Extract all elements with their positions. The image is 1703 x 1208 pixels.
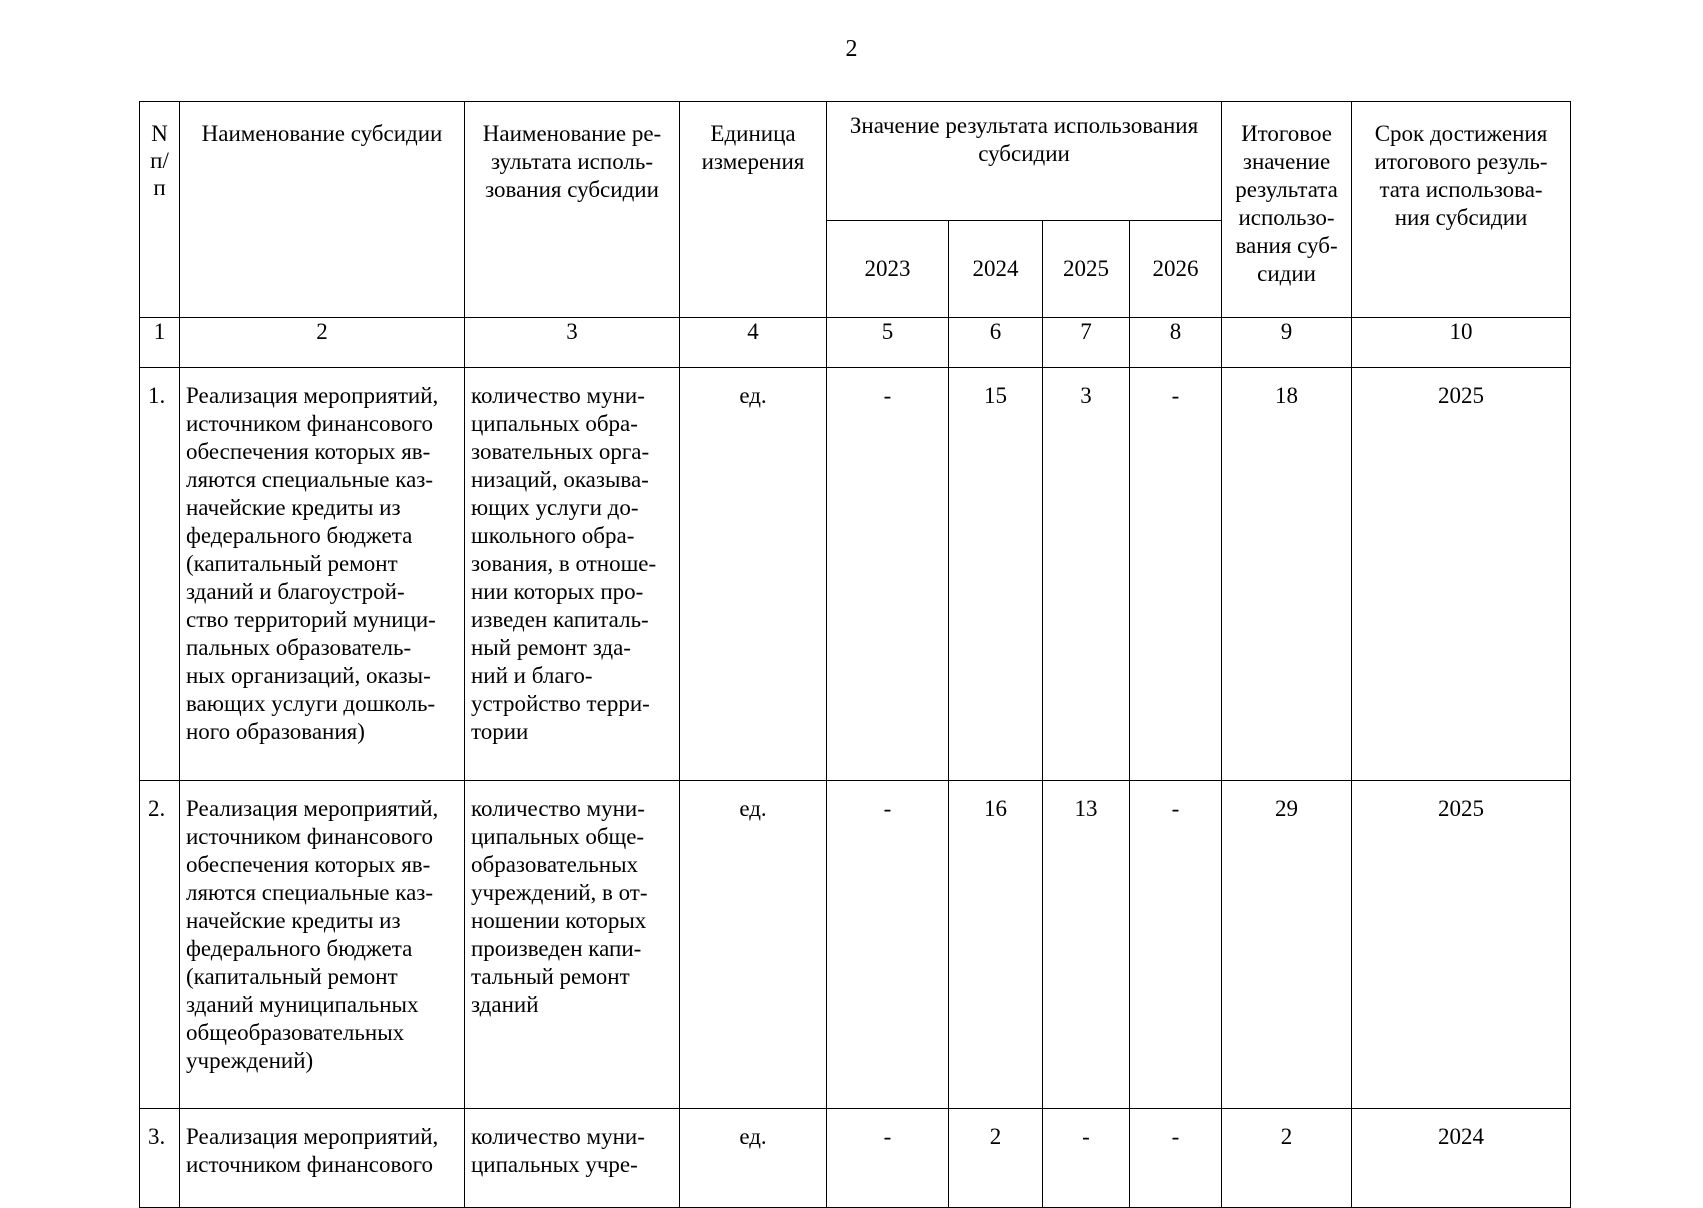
column-number: 7 [1043,318,1130,368]
column-number: 1 [140,318,180,368]
column-number: 3 [465,318,680,368]
value-2025: 13 [1043,781,1130,1109]
column-number: 2 [180,318,465,368]
column-number: 5 [827,318,949,368]
header-result-name: Наименование ре- зультата исполь- зования субсидии [465,102,680,318]
header-year-2024: 2024 [949,221,1043,318]
result-name-cell [465,781,680,1109]
result-name: количество муни- ципальных обще- образовательных учреждений, в от- ношении которых произведен капи- тальный ремонт зданий [471,796,648,1017]
header-year-2026: 2026 [1130,221,1222,318]
unit-cell: ед. [680,368,827,781]
header-row [140,102,1571,221]
table-row [140,781,1571,1109]
value-2024: 15 [949,368,1043,781]
header-values-group: Значение результата использования субсидии [827,102,1222,221]
value-2023: - [827,781,949,1109]
result-name: количество муни- ципальных обра- зовательных орга- низаций, оказыва- ющих услуги до- школьного обра- зования, в отноше- нии которых про- изведен капиталь- ный ремонт зда- ний и благо- устройство терри- тории [471,383,657,744]
unit-cell: ед. [680,781,827,1109]
unit-cell: ед. [680,1109,827,1208]
result-name-cell [465,368,680,781]
total-value: 2 [1222,1109,1352,1208]
value-2025: 3 [1043,368,1130,781]
subsidy-name-cell [180,781,465,1109]
value-2023: - [827,1109,949,1208]
header-year-2025: 2025 [1043,221,1130,318]
header-subsidy-name: Наименование субсидии [180,102,465,318]
page-number: 2 [845,36,858,62]
value-2024: 16 [949,781,1043,1109]
value-2024: 2 [949,1109,1043,1208]
result-name-cell [465,1109,680,1208]
row-number: 1. [140,368,180,781]
subsidy-name: Реализация мероприятий, источником финансового [186,1124,439,1177]
table-row [140,1109,1571,1208]
subsidy-name-cell [180,1109,465,1208]
row-number: 3. [140,1109,180,1208]
value-2025: - [1043,1109,1130,1208]
table-row [140,368,1571,781]
value-2026: - [1130,368,1222,781]
header-n: N п/ п [140,102,180,318]
header-deadline: Срок достижения итогового резуль- тата использова- ния субсидии [1352,102,1571,318]
value-2026: - [1130,781,1222,1109]
total-value: 18 [1222,368,1352,781]
subsidy-results-table [139,101,1571,1208]
deadline-value: 2024 [1352,1109,1571,1208]
subsidy-name: Реализация мероприятий, источником финансового обеспечения которых яв- ляются специальные каз- начейские кредиты из федерального бюджета (капитальный ремонт зданий и благоустрой- ство территорий муници- пальных образователь- ных организаций, оказы- вающих услуги дошколь- ного образования) [186,383,439,744]
column-numbers-row [140,318,1571,368]
column-number: 9 [1222,318,1352,368]
header-unit: Единица измерения [680,102,827,318]
result-name: количество муни- ципальных учре- [471,1124,645,1177]
subsidy-name-cell [180,368,465,781]
column-number: 4 [680,318,827,368]
deadline-value: 2025 [1352,368,1571,781]
column-number: 6 [949,318,1043,368]
total-value: 29 [1222,781,1352,1109]
deadline-value: 2025 [1352,781,1571,1109]
value-2023: - [827,368,949,781]
header-year-2023: 2023 [827,221,949,318]
column-number: 8 [1130,318,1222,368]
value-2026: - [1130,1109,1222,1208]
subsidy-name: Реализация мероприятий, источником финансового обеспечения которых яв- ляются специальные каз- начейские кредиты из федерального бюджета (капитальный ремонт зданий муниципальных общеобразовательных учреждений) [186,796,439,1073]
row-number: 2. [140,781,180,1109]
column-number: 10 [1352,318,1571,368]
header-total-value: Итоговое значение результата использо- вания суб- сидии [1222,102,1352,318]
